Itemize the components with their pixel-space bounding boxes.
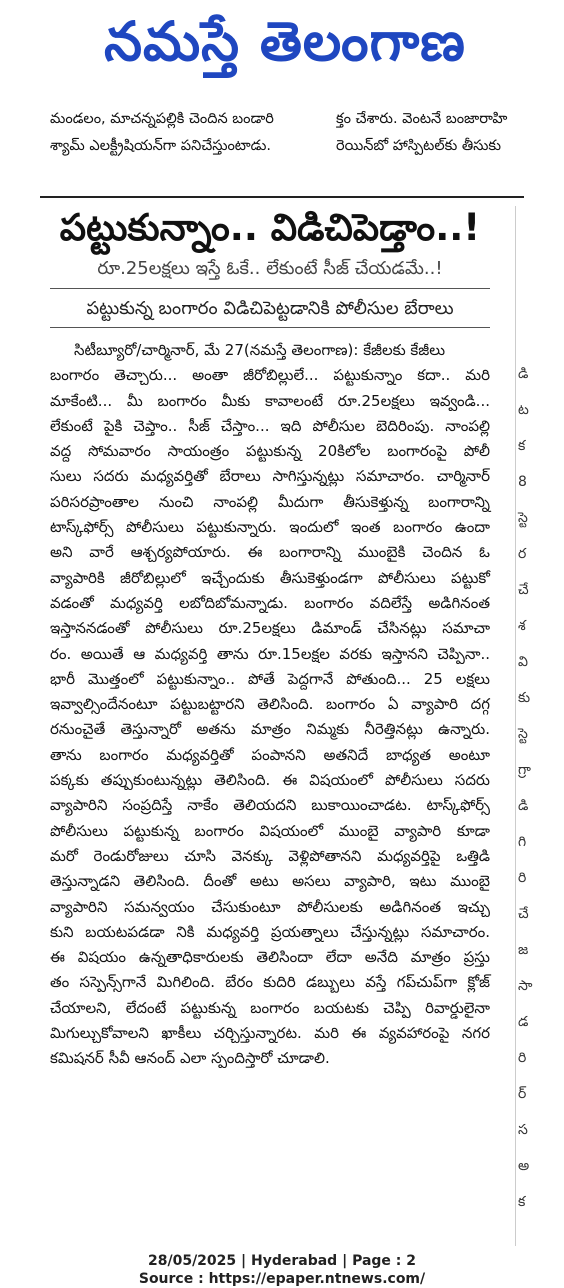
adjacent-text-fragment: చే <box>518 906 529 922</box>
adjacent-text-fragment: గ్రా <box>518 762 531 778</box>
prev-left-line-1: మండలం, మాచన్నపల్లికి చెందిన బండారి <box>50 111 274 127</box>
adjacent-text-fragment: ర <box>518 546 527 562</box>
prev-left-line-2: శ్యామ్ ఎలక్ట్రీషియన్‌గా పనిచేస్తుంటాడు. <box>50 138 272 154</box>
article-deck: పట్టుకున్న బంగారం విడిచిపెట్టడానికి పోలీసుల బేరాలు <box>86 298 454 319</box>
body-line: సిటీబ్యూరో/చార్మినార్, మే 27(నమస్తే తెలంగాణ): కేజీలకు కేజీలు <box>74 341 446 359</box>
body-line: భారీ మొత్తంలో పట్టుకున్నాం.. పోతే పెద్దగానే పోతుంది... 25 లక్షలు <box>50 669 490 688</box>
body-line: టాస్క్‌ఫోర్స్ పోలీసులు పట్టుకున్నారు. ఇందులో ఇంత బంగారం ఉందా <box>50 518 490 537</box>
adjacent-text-fragment: 8 <box>518 474 527 490</box>
adjacent-text-fragment: కు <box>518 690 531 706</box>
body-line: వద్ద సోమవారం సాయంత్రం పట్టుకున్న 20కిలోల బంగారంపై పోలీ <box>50 442 490 461</box>
cut-off-line <box>50 92 318 106</box>
adjacent-text-fragment: ర్ <box>518 1086 527 1102</box>
body-line: తెస్తున్నాడని తెలిసింది. దీంతో అటు అసలు వ్యాపారి, ఇటు ముంబై <box>50 872 490 891</box>
body-line: అని వారే ఆశ్చర్యపోయారు. ఈ బంగారాన్ని ముంబైకి చెందిన ఓ <box>50 543 490 562</box>
body-line: కమిషనర్ సీవీ ఆనంద్ ఎలా స్పందిస్తారో చూడాలి. <box>50 1049 330 1068</box>
body-line: ఈ విషయం ఉన్నతాధికారులకు తెలిసిందా లేదా అనేది మాత్రం ప్రస్తు <box>50 948 490 967</box>
body-line: మిగుల్చుకోవాలని ఖాకీలు చర్చిస్తున్నారట. మరి ఈ వ్యవహారంపై నగర <box>50 1024 490 1043</box>
footer-source: Source : https://epaper.ntnews.com/ <box>138 1271 426 1287</box>
previous-article-left-column <box>50 92 318 160</box>
cut-off-line <box>336 92 522 106</box>
body-line: పక్కకు తప్పుకుంటున్నట్లు తెలిసింది. ఈ విషయంలో పోలీసులు సదరు <box>50 771 490 790</box>
body-line: పరిసరప్రాంతాల నుంచి నాంపల్లి మీదుగా తీసుకెళ్తున్న బంగారాన్ని <box>50 492 490 511</box>
adjacent-article-edge <box>515 206 533 1246</box>
body-line: లేకుంటే పైకి చెప్తాం.. సీజ్ చేస్తాం... ఇది పోలీసుల బెదిరింపు. నాంపల్లి <box>50 416 490 435</box>
adjacent-text-fragment: సా <box>518 978 533 994</box>
body-line: వడంతో మధ్యవర్తి లబోదిబోమన్నాడు. బంగారం వదిలేస్తే అడిగినంత <box>50 593 490 612</box>
article-headline: పట్టుకున్నాం.. విడిచిపెడ్తాం..! <box>59 206 481 249</box>
newspaper-clipping <box>40 86 533 1246</box>
previous-article-fragment <box>40 86 524 198</box>
adjacent-text-fragment: ట <box>518 402 529 418</box>
adjacent-text-fragment: రి <box>518 1050 527 1066</box>
body-line: మరో రెండురోజులు చూసి వెనక్కు వెళ్లిపోతానని మధ్యవర్తిపై ఒత్తిడి <box>50 846 490 865</box>
adjacent-text-fragment: డి <box>518 366 529 382</box>
prev-right-line-1: క్తం చేశారు. వెంటనే బంజారాహి <box>336 111 508 127</box>
adjacent-text-fragment: జ <box>518 942 529 958</box>
body-line: చేయాలని, లేదంటే పట్టుకున్న బంగారం బయటకు చెప్పి రివార్డులైనా <box>50 998 490 1017</box>
body-line: వ్యాపారికి జీరోబిల్లులో ఇచ్చేందుకు తీసుకెళ్తుండగా పోలీసులు పట్టుకో <box>50 568 490 587</box>
body-line: వ్యాపారిని సమన్వయం చేసుకుంటూ పోలీసులకు అడిగినంత ఇచ్చు <box>50 897 490 916</box>
adjacent-text-fragment: క <box>518 1194 526 1210</box>
previous-article-right-column <box>336 92 522 160</box>
adjacent-text-fragment: డ <box>518 1014 529 1030</box>
body-line: మాకేంటి... మీ బంగారం మీకు కావాలంటే రూ.25లక్షలు ఇవ్వండి... <box>50 391 490 410</box>
footer-date-page: 28/05/2025 | Hyderabad | Page : 2 <box>147 1253 417 1269</box>
adjacent-text-fragment: రి <box>518 870 527 886</box>
divider <box>50 327 490 328</box>
body-line: బంగారం తెచ్చారు... అంతా జీరోబిల్లులే... పట్టుకున్నాం కదా.. మరి <box>50 366 490 385</box>
body-line: తం సస్పెన్స్‌గానే మిగిలింది. బేరం కుదిరి డబ్బులు వస్తే గప్‌చుప్‌గా క్లోజ్ <box>50 973 490 992</box>
body-line: ఇవ్వాల్సిందేనంటూ పట్టుబట్టారని తెలిసింది. బంగారం ఏ వ్యాపారి దగ్గ <box>50 695 490 714</box>
adjacent-text-fragment: క <box>518 438 526 454</box>
newspaper-logo: నమస్తే తెలంగాణ <box>104 10 466 73</box>
adjacent-text-fragment: స <box>518 1122 528 1138</box>
adjacent-text-fragment: శ <box>518 618 526 634</box>
body-line: ఇస్తాననడంతో పోలీసులు రూ.25లక్షలు డిమాండ్ చేసినట్లు సమాచా <box>50 619 490 638</box>
body-line: రనుంచైతే తెస్తున్నారో అతను మాత్రం నిమ్మకు నీరెత్తినట్లు ఉన్నారు. <box>50 720 490 739</box>
divider <box>50 288 490 289</box>
adjacent-text-fragment: అ <box>518 1158 530 1174</box>
body-line: రం. అయితే ఆ మధ్యవర్తి తాను రూ.15లక్షల వరకు ఇస్తానని చెప్పినా.. <box>50 644 490 663</box>
adjacent-text-fragment: చే <box>518 582 529 598</box>
masthead <box>0 0 564 86</box>
page-footer <box>0 1252 564 1288</box>
body-line: వ్యాపారిని సంప్రదిస్తే నాకేం తెలియదని బుకాయించాడట. టాస్క్‌ఫోర్స్ <box>50 796 490 815</box>
article-body <box>50 338 490 1072</box>
body-line: కుని బయటపడడా నికి మధ్యవర్తి ప్రయత్నాలు చేస్తున్నట్లు సమాచారం. <box>50 922 490 941</box>
adjacent-text-fragment: గి <box>518 834 527 850</box>
adjacent-text-fragment: డి <box>518 798 529 814</box>
body-line: తాను బంగారం మధ్యవర్తితో పంపానని అతనిదే బాధ్యత అంటూ <box>50 745 490 764</box>
prev-right-line-2: రెయిన్‌బో హాస్పిటల్‌కు తీసుకు <box>336 138 501 154</box>
article-subheadline: రూ.25లక్షలు ఇస్తే ఓకే.. లేకుంటే సీజ్ చేయడమే..! <box>97 258 443 279</box>
adjacent-text-fragment: స్టె <box>518 726 528 742</box>
body-line: సులు సదరు మధ్యవర్తితో బేరాలు సాగిస్తున్నట్లు సమాచారం. చార్మినార్ <box>50 467 490 486</box>
adjacent-text-fragment: వి <box>518 654 528 670</box>
body-line: పోలీసులు పట్టుకున్న బంగారం విషయంలో ముంబై వ్యాపారి కూడా <box>50 821 490 840</box>
adjacent-text-fragment: స్టె <box>518 510 528 526</box>
